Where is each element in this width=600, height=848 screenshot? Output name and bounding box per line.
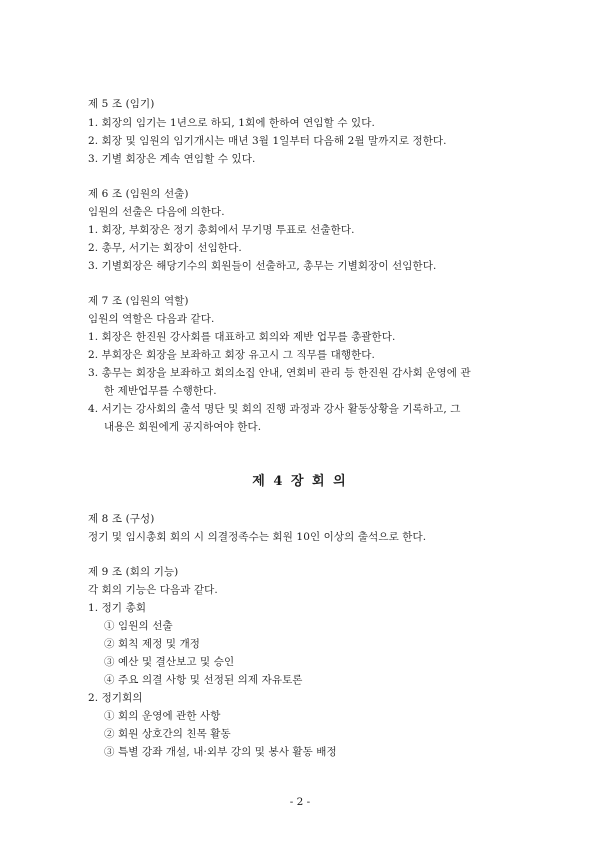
article-9-heading: 제 9 조 (회의 기능) [88,566,179,578]
article-7-item-1: 1. 회장은 한진원 강사회를 대표하고 회의와 제반 업무를 총괄한다. [88,331,396,343]
article-5-heading: 제 5 조 (임기) [88,98,155,110]
article-6-heading: 제 6 조 (임원의 선출) [88,188,189,200]
article-7-item-2: 2. 부회장은 회장을 보좌하고 회장 유고시 그 직무를 대행한다. [88,349,375,361]
article-6-item-3: 3. 기별회장은 해당기수의 회원들이 선출하고, 총무는 기별회장이 선임한다. [88,260,437,272]
article-7-heading: 제 7 조 (임원의 역할) [88,295,189,307]
article-7-item-3-cont: 한 제반업무를 수행한다. [104,385,217,397]
article-9-group-2-item-1: ① 회의 운영에 관한 사항 [104,710,221,722]
page-number: - 2 - [289,796,311,808]
article-9-group-2: 2. 정기회의 [88,692,143,704]
article-5-item-2: 2. 회장 및 임원의 임기개시는 매년 3월 1일부터 다음해 2월 말까지로 정한다. [88,135,447,147]
article-7-intro: 임원의 역할은 다음과 같다. [88,313,215,325]
article-5-item-1: 1. 회장의 임기는 1년으로 하되, 1회에 한하여 연임할 수 있다. [88,117,375,129]
article-9-group-1-item-4: ④ 주요 의결 사항 및 선정된 의제 자유토론 [104,674,303,686]
article-7-item-3: 3. 총무는 회장을 보좌하고 회의소집 안내, 연회비 관리 등 한진원 감사회 운영에 관 [88,367,471,379]
article-7-item-4: 4. 서기는 강사회의 출석 명단 및 회의 진행 과정과 강사 활동상황을 기록하고, 그 [88,403,461,415]
article-9-group-2-item-3: ③ 특별 강좌 개설, 내·외부 강의 및 봉사 활동 배정 [104,746,337,758]
article-6-item-1: 1. 회장, 부회장은 정기 총회에서 무기명 투표로 선출한다. [88,224,355,236]
article-9-group-1: 1. 정기 총회 [88,602,147,614]
article-9-group-1-item-1: ① 임원의 선출 [104,620,173,632]
article-9-intro: 각 회의 기능은 다음과 같다. [88,584,218,596]
article-6-intro: 임원의 선출은 다음에 의한다. [88,206,225,218]
article-5-item-3: 3. 기별 회장은 계속 연임할 수 있다. [88,153,256,165]
article-9-group-2-item-2: ② 회원 상호간의 친목 활동 [104,728,231,740]
article-8-body: 정기 및 임시총회 회의 시 의결정족수는 회원 10인 이상의 출석으로 한다. [88,531,427,543]
chapter-4-title: 제 4 장 회 의 [252,474,348,489]
article-8-heading: 제 8 조 (구성) [88,513,155,525]
article-9-group-1-item-3: ③ 예산 및 결산보고 및 승인 [104,656,235,668]
article-6-item-2: 2. 총무, 서기는 회장이 선임한다. [88,242,242,254]
article-7-item-4-cont: 내용은 회원에게 공지하여야 한다. [104,421,262,433]
article-9-group-1-item-2: ② 회칙 제정 및 개정 [104,638,201,650]
